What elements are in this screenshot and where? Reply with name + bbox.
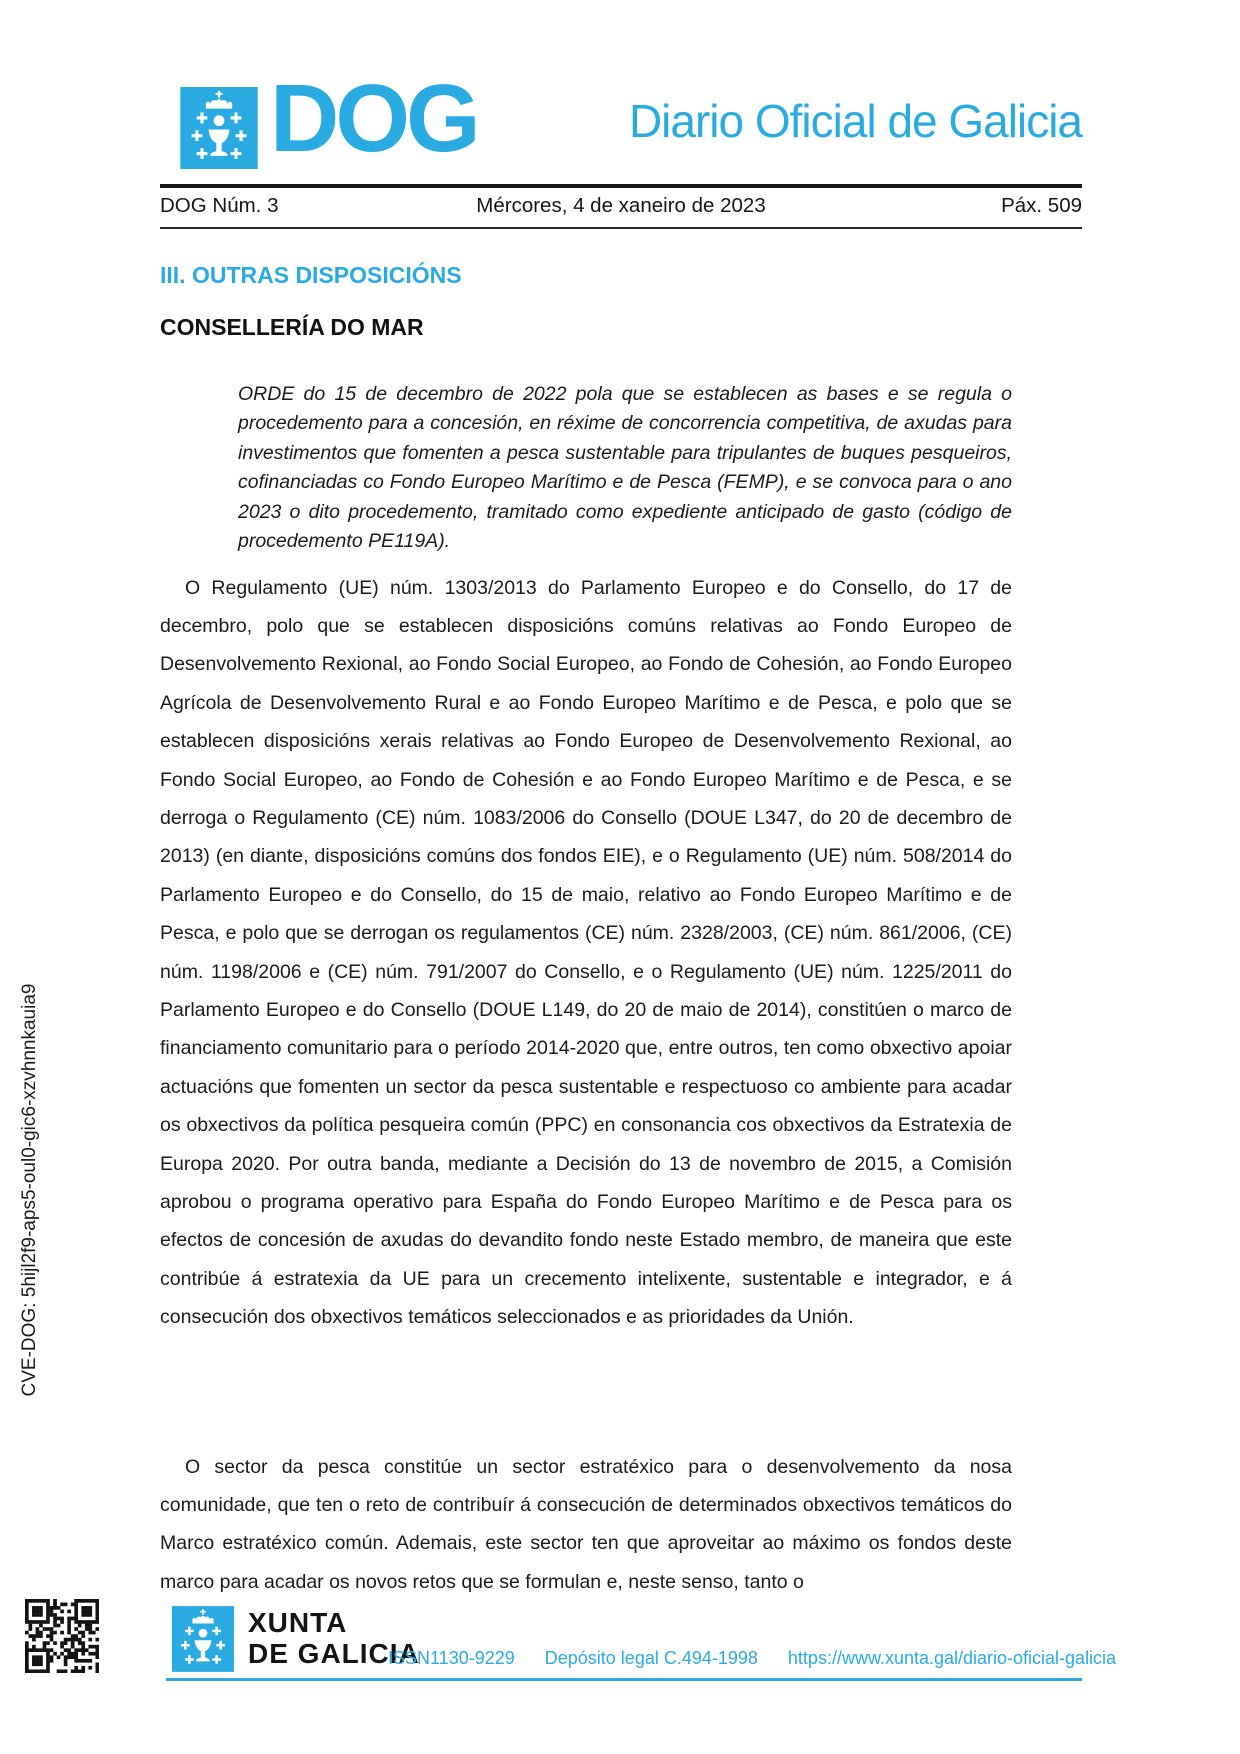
- header-rule-top: [160, 184, 1082, 188]
- issue-row: [160, 194, 1082, 220]
- section-title: III. OUTRAS DISPOSICIÓNS: [160, 262, 462, 288]
- cve-code: CVE-DOG: 5hijl2f9-aps5-oul0-gic6-xzvhnnkauia9: [19, 983, 40, 1397]
- department-title: CONSELLERÍA DO MAR: [160, 314, 424, 340]
- gazette-url-link[interactable]: https://www.xunta.gal/diario-oficial-galicia: [787, 1648, 1117, 1668]
- issn-label: ISSN1130-9229: [388, 1648, 515, 1668]
- issue-number: DOG Núm. 3: [160, 194, 279, 217]
- deposito-legal-label: Depósito legal C.494-1998: [544, 1648, 758, 1668]
- body-paragraph: O sector da pesca constitúe un sector estratéxico para o desenvolvemento da nosa comunidade, que ten o reto de contribuír á consecución de determinados obxectivos temáticos do Marco estratéxico común. Ademais, este sector ten que aproveitar ao máximo os fondos deste marco para acadar os novos retos que se formulan e, neste senso, tanto o: [160, 1455, 1012, 1593]
- footer-meta: [388, 1648, 1117, 1669]
- xunta-crest-icon: [172, 1606, 234, 1672]
- xunta-logo-line1: XUNTA: [248, 1607, 348, 1638]
- xunta-logo-line2: DE GALICIA: [248, 1638, 420, 1669]
- masthead-title: Diario Oficial de Galicia: [628, 95, 1082, 147]
- dog-logo: DOG: [270, 65, 477, 172]
- order-summary: ORDE do 15 de decembro de 2022 pola que se establecen as bases e se regula o procedemento para a concesión, en réxime de concorrencia competitiva, de axudas para investimentos que fomenten a pesca sustentable para tripulantes de buques pesqueiros, cofinanciadas co Fondo Europeo Marítimo e de Pesca (FEMP), e se convoca para o ano 2023 o dito procedemento, tramitado como expediente anticipado de gasto (código de procedemento PE119A).: [238, 382, 1012, 552]
- header-rule-bottom: [160, 227, 1082, 229]
- body-paragraph: O Regulamento (UE) núm. 1303/2013 do Parlamento Europeo e do Consello, do 17 de decembro, polo que se establecen disposicións comúns relativas ao Fondo Europeo de Desenvolvemento Rexional, ao Fondo Social Europeo, ao Fondo de Cohesión, ao Fondo Europeo Agrícola de Desenvolvemento Rural e ao Fondo Europeo Marítimo e de Pesca, e polo que se establecen disposicións xerais relativas ao Fondo Europeo de Desenvolvemento Rexional, ao Fondo Social Europeo, ao Fondo de Cohesión e ao Fondo Europeo Marítimo e de Pesca, e se derroga o Regulamento (CE) núm. 1083/2006 do Consello (DOUE L347, do 20 de decembro de 2013) (en diante, disposicións comúns dos fondos EIE), e o Regulamento (UE) núm. 508/2014 do Parlamento Europeo e do Consello, do 15 de maio, relativo ao Fondo Europeo Marítimo e de Pesca, e polo que se derrogan os regulamentos (CE) núm. 2328/2003, (CE) núm. 861/2006, (CE) núm. 1198/2006 e (CE) núm. 791/2007 do Consello, e o Regulamento (UE) núm. 1225/2011 do Parlamento Europeo e do Consello (DOUE L149, do 20 de maio de 2014), constitúen o marco de financiamento comunitario para o período 2014-2020 que, entre outros, ten como obxectivo apoiar actuacións que fomenten un sector da pesca sustentable e respectuoso co ambiente para acadar os obxectivos da política pesqueira común (PPC) en consonancia cos obxectivos da Estratexia de Europa 2020. Por outra banda, mediante a Decisión do 13 de novembro de 2015, a Comisión aprobou o programa operativo para España do Fondo Europeo Marítimo e de Pesca para os efectos de concesión de axudas do devandito fondo neste Estado membro, de maneira que este contribúe á estratexia da UE para un crecemento intelixente, sustentable e integrador, e á consecución dos obxectivos temáticos seleccionados e as prioridades da Unión.: [160, 576, 1012, 1329]
- issue-date: Mércores, 4 de xaneiro de 2023: [476, 194, 766, 217]
- footer-rule: [166, 1678, 1082, 1681]
- galicia-crest-icon: [180, 87, 258, 169]
- qr-code: [25, 1599, 99, 1673]
- page-number: Páx. 509: [1001, 194, 1082, 217]
